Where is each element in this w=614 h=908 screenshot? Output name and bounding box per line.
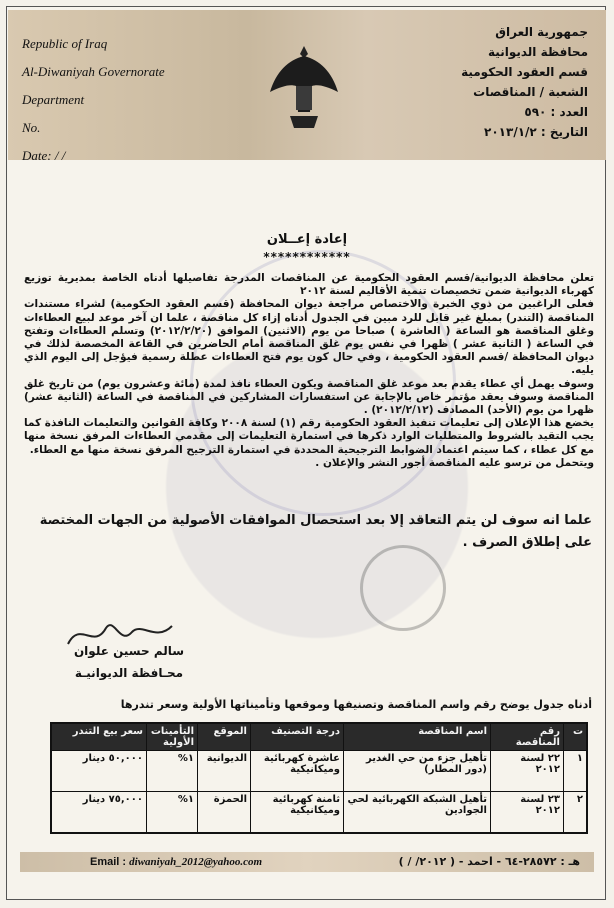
footer-band — [20, 852, 594, 872]
announcement-title: إعادة إعــلان — [266, 232, 348, 247]
letterhead-english — [22, 30, 202, 170]
column-header: التأمينات الأولية — [147, 723, 198, 751]
column-header: درجة التصنيف — [251, 723, 344, 751]
signatory-name: سالم حسين علوان — [73, 644, 185, 658]
signature-block — [64, 640, 194, 684]
letterhead-arabic — [408, 22, 588, 142]
body-paragraph: وسوف يهمل أي عطاء يقدم بعد موعد غلق المناقصة ويكون العطاء نافذ لمدة (مائة وعشرون يوم) من تاريخ غلق المناقصة وسوف يعقد مؤتمر خاص بالإجابة عن استفسارات المشاركين في المناقصة في الساعة (الثانية عشر) ظهرا من يوم (الأحد) المصادف (٢٠١٢/٢/١٢) . — [24, 377, 594, 417]
table-row — [51, 751, 587, 792]
signatory-title: محـافظة الديوانيـة — [74, 666, 184, 680]
tenders-table — [50, 722, 588, 834]
table-cell: الحمزة — [198, 792, 251, 834]
header-ar-line: جمهورية العراق — [495, 25, 588, 39]
body-paragraph: تعلن محافظة الديوانية/قسم العقود الحكومية عن المناقصات المدرجة تفاصيلها أدناه الخاصة بمديرية توزيع كهرباء الديوانية ضمن تخصيصات تنمية الأقاليم لسنة ٢٠١٢ — [24, 272, 594, 298]
table-cell: تأهيل جزء من حي الغدير (دور المطار) — [344, 751, 491, 792]
table-cell: ٧٥,٠٠٠ دينار — [51, 792, 147, 834]
header-en-line: Al-Diwaniyah Governorate — [22, 64, 165, 79]
table-cell: الديوانية — [198, 751, 251, 792]
column-header: سعر بيع التندر — [51, 723, 147, 751]
table-cell: ١% — [147, 751, 198, 792]
header-ar-line: قسم العقود الحكومية — [461, 65, 588, 79]
table-header-row — [51, 723, 587, 751]
table-cell: عاشرة كهربائية وميكانيكية — [251, 751, 344, 792]
table-cell: ١ — [564, 751, 588, 792]
table-cell: ٥٠,٠٠٠ دينار — [51, 751, 147, 792]
footer-email — [90, 852, 262, 872]
body-paragraph: يخضع هذا الإعلان إلى تعليمات تنفيذ العقود الحكومية رقم (١) لسنة ٢٠٠٨ وكافة القوانين والتعليمات النافذة كما يجب التقيد بالشروط والمتطلبات الوارد ذكرها في استمارة التعليمات إلى مقدمي العطاءات المرفق نسخة منها مع كل عطاء ، كما سيتم اعتماد الضوابط الترجيحية المحددة في استمارة الترجيح المرفق نسخة منها مع العطاء. — [24, 417, 594, 456]
table-cell: ١% — [147, 792, 198, 834]
closing-statement: علما انه سوف لن يتم التعاقد إلا بعد استحصال الموافقات الأصولية من الجهات المختصة على إطلاق الصرف . — [39, 513, 592, 550]
header-ar-line: التاريخ : ٢٠١٣/١/٢ — [484, 125, 588, 139]
header-en-line: Republic of Iraq — [22, 36, 108, 51]
header-ar-line: العدد : ٥٩٠ — [524, 105, 588, 119]
header-en-line: No. — [22, 120, 41, 135]
body-paragraph: فعلى الراغبين من ذوي الخبرة والاختصاص مراجعة ديوان المحافظة (قسم العقود الحكومية) لشراء مستندات المناقصة (التندر) بمبلغ غير قابل للرد مبين في الجدول أدناه إزاء كل مناقصة ، علما ان آخر موعد لبيع العطاءات وغلق المناقصة هو الساعة ( العاشرة ) صباحا من يوم (الاثنين) الموافق (٢٠١٢/٢/٢٠) وتسلم العطاءات وتفتح في الساعة ( الثانية عشر ) ظهرا في نفس يوم غلق المناقصة أمام الحاضرين في القاعة المخصصة لذلك في ديوان المحافظة /قسم العقود الحكومية ، وفي حال كون يوم فتح العطاءات عطلة رسمية فيؤجل إلى اليوم الذي يليه. — [24, 298, 594, 377]
header-en-line: Date: / / — [22, 148, 66, 163]
header-ar-line: الشعبة / المناقصات — [473, 85, 588, 99]
table-cell: ٢٣ لسنة ٢٠١٢ — [491, 792, 564, 834]
header-en-line: Department — [22, 92, 85, 107]
header-ar-line: محافظة الديوانية — [488, 45, 588, 59]
announcement-body — [24, 272, 594, 470]
column-header: رقم المناقصة — [491, 723, 564, 751]
column-header: اسم المناقصة — [344, 723, 491, 751]
email-label: Email : — [90, 856, 127, 868]
table-cell: ٢ — [564, 792, 588, 834]
footer-phone: هـ : ٢٨٥٧٢-٦٤ - احمد - ( ٢٠١٢/ / ) — [398, 855, 580, 868]
office-stamp — [360, 545, 446, 631]
table-cell: ثامنة كهربائية وميكانيكية — [251, 792, 344, 834]
column-header: الموقع — [198, 723, 251, 751]
eagle-emblem-icon — [268, 42, 340, 134]
table-cell: ٢٢ لسنة ٢٠١٢ — [491, 751, 564, 792]
table-cell: تأهيل الشبكة الكهربائية لحي الجوادين — [344, 792, 491, 834]
table-row — [51, 792, 587, 834]
title-stars: ************ — [263, 250, 351, 264]
table-caption: أدناه جدول يوضح رقم واسم المناقصة وتصنيفها وموقعها وتأميناتها الأولية وسعر تندرها — [120, 698, 592, 711]
body-paragraph: ويتحمل من ترسو عليه المناقصة أجور النشر والإعلان . — [315, 456, 594, 469]
email-address: diwaniyah_2012@yahoo.com — [129, 856, 263, 868]
column-header: ت — [564, 723, 588, 751]
